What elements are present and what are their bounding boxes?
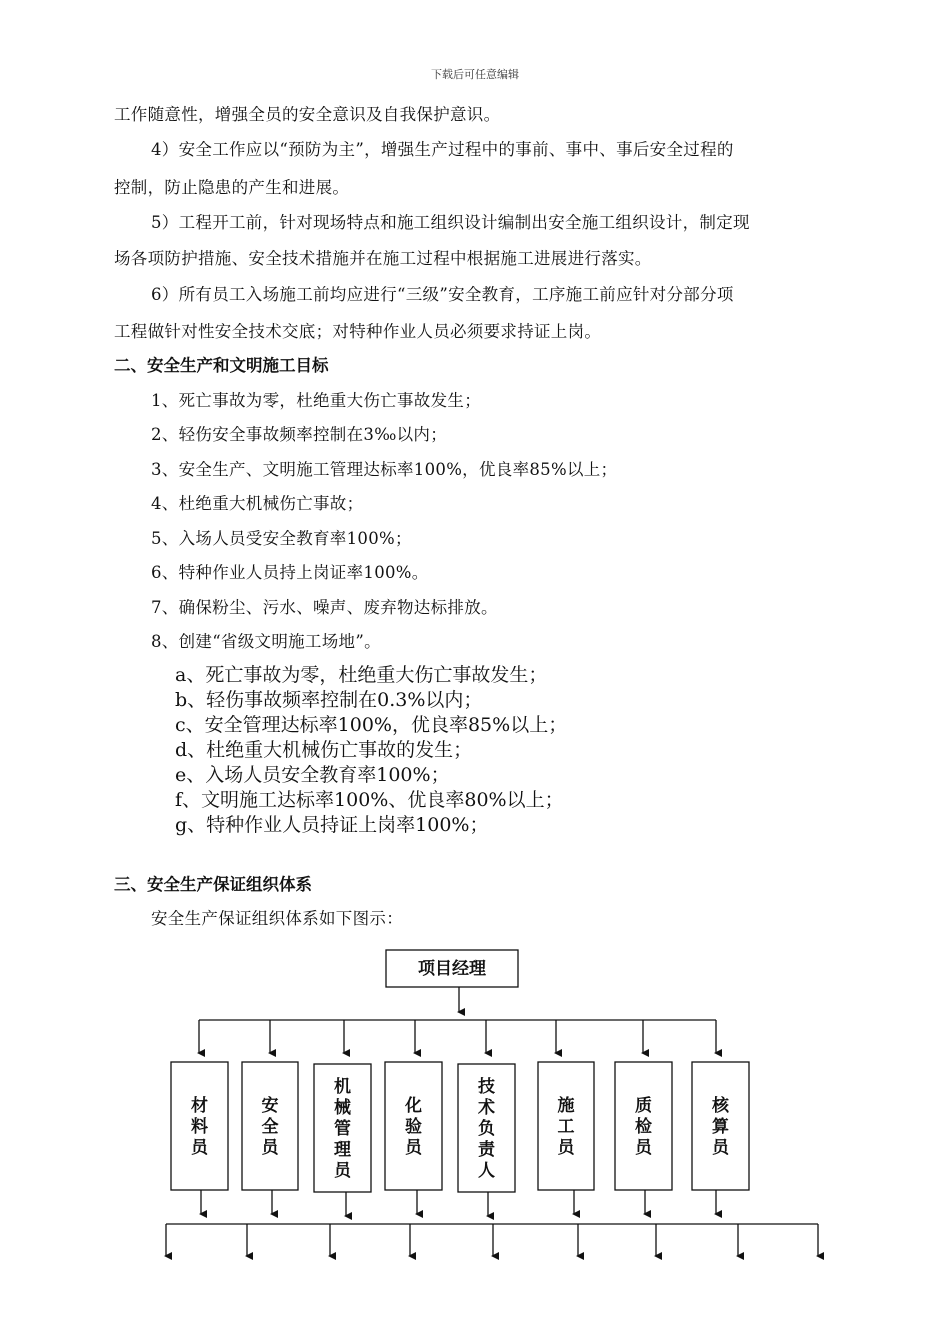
section-heading: 二、安全生产和文明施工目标 [114, 356, 329, 375]
target-item: f、文明施工达标率100%、优良率80%以上； [175, 789, 564, 811]
target-item: d、杜绝重大机械伤亡事故的发生； [175, 739, 473, 761]
target-item: b、轻伤事故频率控制在0.3%以内； [175, 689, 483, 711]
role-label: 技术负责人 [478, 1077, 495, 1181]
goal-item: 1、死亡事故为零，杜绝重大伤亡事故发生； [151, 391, 481, 410]
target-item: a、死亡事故为零，杜绝重大伤亡事故发生； [175, 664, 548, 686]
goal-item: 6、特种作业人员持上岗证率100%。 [151, 563, 429, 582]
target-item: e、入场人员安全教育率100%； [175, 764, 450, 786]
paragraph: 4）安全工作应以“预防为主”，增强生产过程中的事前、事中、事后安全过程的 [151, 140, 734, 159]
role-label: 质检员 [635, 1096, 652, 1158]
role-label: 机械管理员 [334, 1077, 351, 1181]
role-label: 施工员 [557, 1096, 575, 1158]
role-label: 材料员 [191, 1096, 208, 1158]
goal-item: 3、安全生产、文明施工管理达标率100%，优良率85%以上； [151, 460, 618, 479]
paragraph: 工程做针对性安全技术交底；对特种作业人员必须要求持证上岗。 [114, 322, 602, 341]
org-intro: 安全生产保证组织体系如下图示： [151, 909, 403, 928]
goal-item: 5、入场人员受安全教育率100%； [151, 529, 412, 548]
role-label: 化验员 [405, 1096, 422, 1158]
paragraph: 场各项防护措施、安全技术措施并在施工过程中根据施工进展进行落实。 [114, 249, 652, 268]
target-item: c、安全管理达标率100%，优良率85%以上； [175, 714, 568, 736]
role-label: 安全员 [261, 1096, 279, 1158]
org-chart [0, 940, 950, 1344]
paragraph: 5）工程开工前，针对现场特点和施工组织设计编制出安全施工组织设计，制定现 [151, 213, 750, 232]
goal-item: 7、确保粉尘、污水、噪声、废弃物达标排放。 [151, 598, 498, 617]
role-label: 核算员 [712, 1096, 729, 1158]
target-item: g、特种作业人员持证上岗率100%； [175, 814, 489, 836]
paragraph: 控制，防止隐患的产生和进展。 [114, 178, 350, 197]
project-manager-label: 项目经理 [418, 959, 486, 979]
paragraph: 工作随意性，增强全员的安全意识及自我保护意识。 [114, 105, 501, 124]
goal-item: 8、创建“省级文明施工场地”。 [151, 632, 381, 651]
goal-item: 4、杜绝重大机械伤亡事故； [151, 494, 364, 513]
goal-item: 2、轻伤安全事故频率控制在3‰以内； [151, 425, 448, 444]
section-heading: 三、安全生产保证组织体系 [114, 875, 312, 894]
paragraph: 6）所有员工入场施工前均应进行“三级”安全教育，工序施工前应针对分部分项 [151, 285, 734, 304]
page-header: 下载后可任意编辑 [431, 68, 519, 81]
